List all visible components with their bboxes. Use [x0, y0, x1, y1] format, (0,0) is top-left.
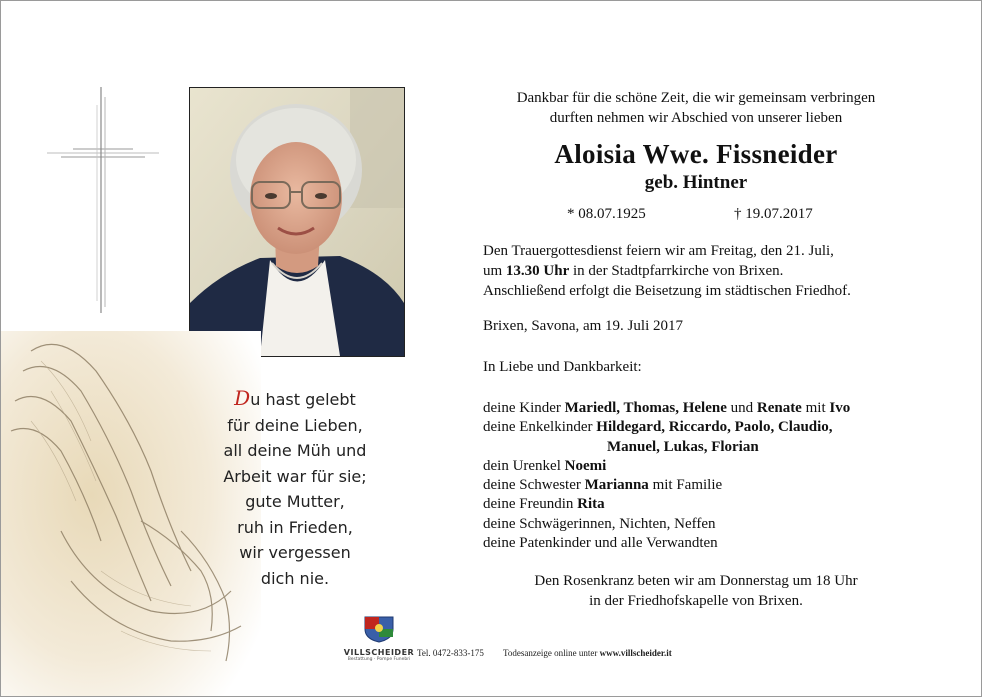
mourner-line — [483, 457, 923, 476]
mourner-name: Renate — [756, 400, 802, 416]
logo-text: VILLSCHEIDER — [343, 648, 415, 657]
birth-date: * 08.07.1925 — [567, 206, 646, 222]
mourner-name: Marianna — [584, 477, 649, 494]
mourner-line — [483, 495, 923, 514]
phone-number: Tel. 0472-833-175 — [417, 648, 484, 658]
logo-subtitle: Bestattung · Pompe Funebri — [347, 657, 411, 662]
website-link[interactable]: www.villscheider.it — [599, 648, 672, 658]
mourner-line — [483, 438, 923, 457]
poem — [213, 386, 377, 591]
mourner-relation: deine Schwägerinnen, Nichten, Neffen — [483, 515, 716, 532]
poem-dropcap: D — [234, 386, 251, 410]
poem-line: dich nie. — [260, 568, 330, 588]
service-info: Den Trauergottesdienst feiern wir am Freitag, den 21. Juli, um 13.30 Uhr in der Stadtpfarrkirche von Brixen. Anschließend erfolgt die Beisetzung im städtischen Friedhof. — [483, 243, 851, 299]
cross-icon — [47, 87, 159, 313]
death-date: † 19.07.2017 — [734, 206, 813, 222]
poem-line: Arbeit war für sie; — [223, 466, 367, 486]
mourner-relation: deine Freundin — [483, 496, 578, 513]
mourner-relation: deine Patenkinder und alle Verwandten — [483, 535, 718, 552]
mourner-line — [483, 534, 923, 553]
mourner-name: Mariedl, Thomas, Helene — [564, 400, 727, 416]
poem-line: Du hast gelebt — [234, 386, 356, 410]
crest-icon — [361, 615, 397, 643]
mourner-name: Ivo — [829, 400, 851, 416]
mourner-relation: deine Enkelkinder — [483, 419, 597, 436]
deceased-name: Aloisia Wwe. Fissneider — [554, 139, 838, 169]
mourner-line — [483, 399, 923, 418]
intro-text: Dankbar für die schöne Zeit, die wir gemeinsam verbringen durften nehmen wir Abschied von unserer lieben — [516, 90, 876, 126]
portrait-photo — [189, 87, 405, 357]
funeral-home-logo — [339, 615, 419, 665]
poem-line: für deine Lieben, — [227, 415, 363, 435]
mourners-list — [483, 399, 923, 553]
place-date: Brixen, Savona, am 19. Juli 2017 — [483, 318, 683, 334]
poem-line: ruh in Frieden, — [237, 517, 353, 537]
mourner-relation: und — [726, 400, 757, 416]
mourner-line — [483, 476, 923, 495]
poem-line: gute Mutter, — [245, 492, 345, 511]
mourner-name: Manuel, Lukas, Florian — [607, 438, 759, 455]
rosary-info: Den Rosenkranz beten wir am Donnerstag um 18 Uhr in der Friedhofskapelle von Brixen. — [534, 573, 858, 609]
mourner-name: Hildegard, Riccardo, Paolo, Claudio, — [596, 419, 833, 436]
mourner-relation: mit — [801, 400, 830, 416]
mourner-line — [483, 515, 923, 534]
service-time: 13.30 Uhr — [505, 263, 570, 279]
love-line: In Liebe und Dankbarkeit: — [483, 359, 642, 375]
poem-line: all deine Müh und — [223, 441, 367, 460]
mourner-line — [483, 418, 923, 437]
maiden-name: geb. Hintner — [644, 172, 748, 193]
mourner-relation: mit Familie — [648, 477, 723, 494]
online-notice: Todesanzeige online unter www.villscheider.it — [503, 648, 672, 658]
poem-line: wir vergessen — [239, 543, 351, 562]
mourner-name: Noemi — [564, 457, 607, 474]
mourner-name: Rita — [577, 496, 605, 513]
mourner-relation: deine Schwester — [483, 477, 585, 494]
mourner-relation: deine Kinder — [483, 400, 565, 416]
mourner-relation: dein Urenkel — [483, 457, 565, 474]
